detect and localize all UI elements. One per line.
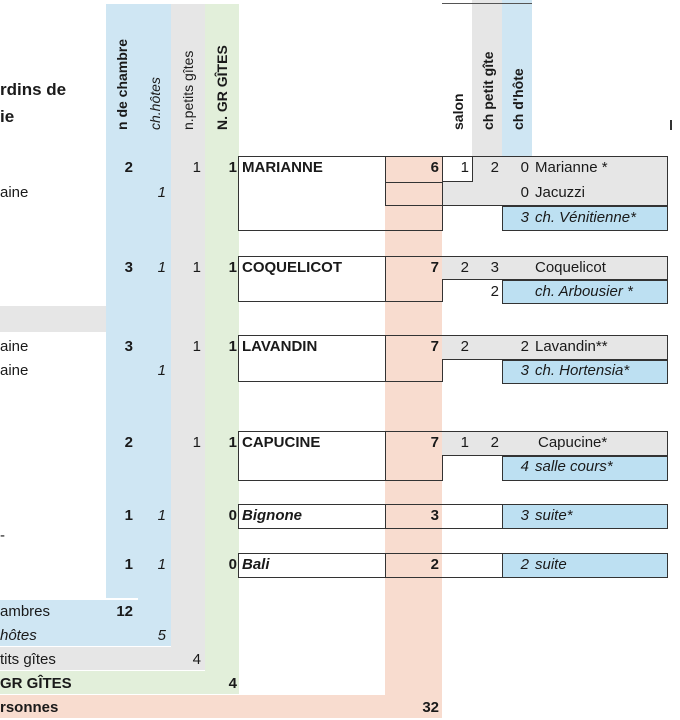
marianne-petits: 1 bbox=[192, 159, 201, 176]
bignone-persons: 3 bbox=[430, 507, 439, 524]
marianne-ch-hotes: 1 bbox=[157, 184, 166, 201]
venitienne-num: 3 bbox=[520, 209, 529, 226]
suite1-num: 3 bbox=[520, 507, 529, 524]
lavandin-persons-divider bbox=[385, 335, 386, 382]
capucine-petits: 1 bbox=[192, 434, 201, 451]
marianne-salon: 1 bbox=[460, 159, 469, 176]
total-hotes-label: hôtes bbox=[0, 627, 37, 644]
coquelicot-ch-hotes: 1 bbox=[157, 259, 166, 276]
header-ch-petit-gite: ch petit gîte bbox=[480, 51, 496, 130]
total-chambres-value: 12 bbox=[116, 603, 133, 620]
lavandin-ch-hotes: 1 bbox=[157, 362, 166, 379]
bali-persons-divider bbox=[385, 553, 386, 578]
left-title-line1: rdins de bbox=[0, 80, 67, 99]
bignone-persons-divider bbox=[385, 504, 386, 529]
bignone-gr: 0 bbox=[228, 507, 237, 524]
capucine-persons-divider bbox=[385, 431, 386, 481]
marianne-persons: 6 bbox=[430, 159, 439, 176]
bali-gr: 0 bbox=[228, 556, 237, 573]
capucine-room-label: Capucine* bbox=[538, 434, 608, 451]
cropped-header-mark bbox=[670, 120, 672, 130]
row-name-marianne: MARIANNE bbox=[242, 159, 323, 176]
top-border-line bbox=[442, 0, 532, 4]
total-petits-value: 4 bbox=[192, 651, 201, 668]
lavandin-chambre: 3 bbox=[124, 338, 133, 355]
suite1-label: suite* bbox=[535, 507, 573, 524]
header-gr-gites: N. GR GÎTES bbox=[214, 45, 230, 130]
left-aine-1: aine bbox=[0, 184, 29, 201]
jacuzzi-num: 0 bbox=[520, 184, 529, 201]
marianne-petit: 2 bbox=[490, 159, 499, 176]
total-hotes-value: 5 bbox=[157, 627, 166, 644]
row-name-bignone: Bignone bbox=[242, 507, 302, 524]
hortensia-num: 3 bbox=[520, 362, 529, 379]
total-gr-label: GR GÎTES bbox=[0, 675, 72, 692]
total-gr-value: 4 bbox=[228, 675, 237, 692]
capucine-petit: 2 bbox=[490, 434, 499, 451]
header-salon: salon bbox=[450, 93, 466, 130]
row-name-capucine: CAPUCINE bbox=[242, 434, 321, 451]
total-chambres-label: ambres bbox=[0, 603, 51, 620]
coquelicot-persons-divider bbox=[385, 256, 386, 302]
marianne-room-num: 0 bbox=[520, 159, 529, 176]
bali-ch-hotes: 1 bbox=[157, 556, 166, 573]
marianne-chambre: 2 bbox=[124, 159, 133, 176]
row-name-bali: Bali bbox=[242, 556, 270, 573]
coquelicot-room-label: Coquelicot bbox=[535, 259, 606, 276]
left-title-line2: ie bbox=[0, 107, 15, 126]
header-chambre: n de chambre bbox=[114, 38, 130, 130]
capucine-salon: 1 bbox=[460, 434, 469, 451]
coquelicot-petits: 1 bbox=[192, 259, 201, 276]
bali-chambre: 1 bbox=[124, 556, 133, 573]
hortensia-label: ch. Hortensia* bbox=[535, 362, 630, 379]
lavandin-persons: 7 bbox=[430, 338, 439, 355]
salle-cours-num: 4 bbox=[520, 458, 529, 475]
arbousier-label: ch. Arbousier * bbox=[535, 283, 633, 300]
capucine-persons: 7 bbox=[430, 434, 439, 451]
suite2-num: 2 bbox=[520, 556, 529, 573]
suite2-label: suite bbox=[535, 556, 567, 573]
coquelicot-salon: 2 bbox=[460, 259, 469, 276]
lavandin-petits: 1 bbox=[192, 338, 201, 355]
left-aine-2: aine bbox=[0, 338, 29, 355]
venitienne-label: ch. Vénitienne* bbox=[535, 209, 636, 226]
bignone-ch-hotes: 1 bbox=[157, 507, 166, 524]
header-ch-dhote: ch d'hôte bbox=[510, 68, 526, 130]
row-name-lavandin: LAVANDIN bbox=[242, 338, 318, 355]
marianne-persons-cell-2 bbox=[386, 182, 442, 206]
header-ch-hotes: ch.hôtes bbox=[147, 77, 163, 130]
salle-cours-label: salle cours* bbox=[535, 458, 613, 475]
bignone-chambre: 1 bbox=[124, 507, 133, 524]
total-petits-label: tits gîtes bbox=[0, 651, 56, 668]
coquelicot-chambre: 3 bbox=[124, 259, 133, 276]
coquelicot-gr: 1 bbox=[228, 259, 237, 276]
row-name-coquelicot: COQUELICOT bbox=[242, 259, 342, 276]
capucine-gr: 1 bbox=[228, 434, 237, 451]
jacuzzi-fill bbox=[443, 182, 473, 205]
coquelicot-petit: 3 bbox=[490, 259, 499, 276]
bali-persons: 2 bbox=[430, 556, 439, 573]
left-separator-band bbox=[0, 306, 106, 332]
left-dash: - bbox=[0, 527, 5, 544]
coquelicot-persons: 7 bbox=[430, 259, 439, 276]
left-aine-3: aine bbox=[0, 362, 29, 379]
total-personnes-label: rsonnes bbox=[0, 699, 59, 716]
total-personnes-band bbox=[0, 695, 442, 718]
arbousier-num: 2 bbox=[490, 283, 499, 300]
lavandin-salon: 2 bbox=[460, 338, 469, 355]
marianne-room-label: Marianne * bbox=[535, 159, 608, 176]
capucine-chambre: 2 bbox=[124, 434, 133, 451]
marianne-gr: 1 bbox=[228, 159, 237, 176]
bali-name-box bbox=[238, 553, 503, 578]
total-personnes-value: 32 bbox=[422, 699, 439, 716]
jacuzzi-label: Jacuzzi bbox=[535, 184, 586, 201]
marianne-persons-divider bbox=[385, 156, 386, 206]
lavandin-room-label: Lavandin** bbox=[535, 338, 608, 355]
lavandin-gr: 1 bbox=[228, 338, 237, 355]
lavandin-room-num: 2 bbox=[520, 338, 529, 355]
header-petits-gites: n.petits gîtes bbox=[180, 50, 196, 130]
